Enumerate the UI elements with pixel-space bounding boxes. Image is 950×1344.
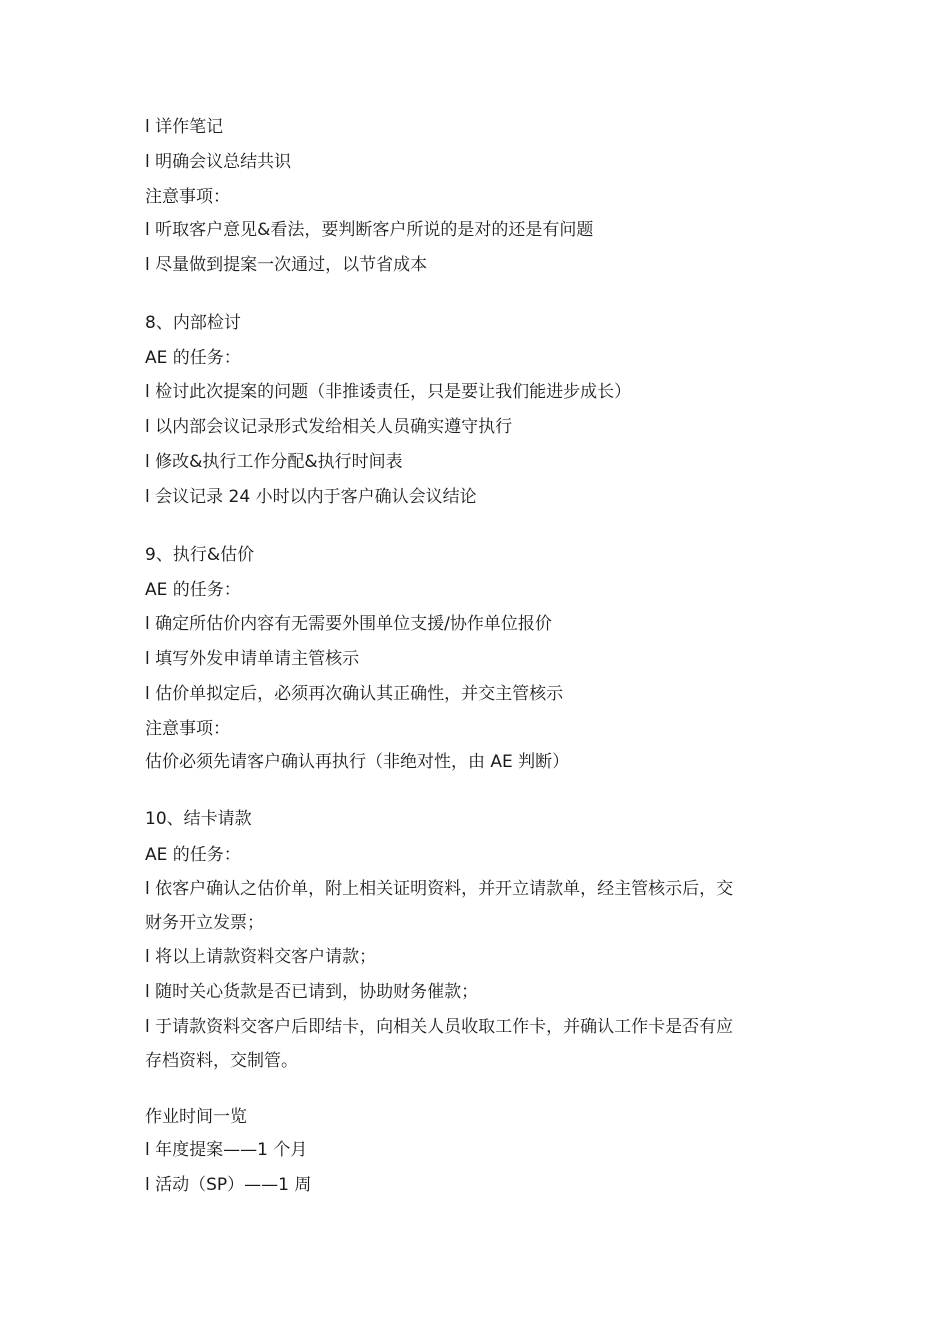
bullet-consensus: l 明确会议总结共识 bbox=[145, 152, 292, 172]
bullet-sp-activity: l 活动（SP）——1 周 bbox=[145, 1175, 312, 1195]
bullet-close-card-cont: 存档资料，交制管。 bbox=[145, 1051, 298, 1071]
section-heading-10: 10、结卡请款 bbox=[145, 809, 252, 829]
ae-tasks-label: AE 的任务： bbox=[145, 580, 241, 600]
bullet-invoice: l 依客户确认之估价单，附上相关证明资料，并开立请款单，经主管核示后，交 bbox=[145, 879, 734, 899]
bullet-24h: l 会议记录 24 小时以内于客户确认会议结论 bbox=[145, 487, 477, 507]
bullet-notes: l 详作笔记 bbox=[145, 117, 224, 137]
bullet-schedule: l 修改&执行工作分配&执行时间表 bbox=[145, 452, 403, 472]
section-heading-8: 8、内部检讨 bbox=[145, 313, 241, 333]
notes-heading: 注意事项： bbox=[145, 719, 230, 739]
bullet-minutes: l 以内部会议记录形式发给相关人员确实遵守执行 bbox=[145, 417, 513, 437]
note-estimate-confirm: 估价必须先请客户确认再执行（非绝对性，由 AE 判断） bbox=[145, 752, 570, 772]
bullet-payment-followup: l 随时关心货款是否已请到，协助财务催款； bbox=[145, 982, 479, 1002]
bullet-outsource-form: l 填写外发申请单请主管核示 bbox=[145, 649, 360, 669]
bullet-close-card: l 于请款资料交客户后即结卡，向相关人员收取工作卡，并确认工作卡是否有应 bbox=[145, 1017, 734, 1037]
bullet-invoice-cont: 财务开立发票； bbox=[145, 913, 264, 933]
ae-tasks-label: AE 的任务： bbox=[145, 845, 241, 865]
bullet-review: l 检讨此次提案的问题（非推诿责任，只是要让我们能进步成长） bbox=[145, 382, 632, 402]
ae-tasks-label: AE 的任务： bbox=[145, 348, 241, 368]
schedule-overview-heading: 作业时间一览 bbox=[145, 1107, 247, 1127]
bullet-annual-proposal: l 年度提案——1 个月 bbox=[145, 1140, 308, 1160]
bullet-pass-once: l 尽量做到提案一次通过，以节省成本 bbox=[145, 255, 428, 275]
bullet-listen: l 听取客户意见&看法，要判断客户所说的是对的还是有问题 bbox=[145, 220, 594, 240]
section-heading-9: 9、执行&估价 bbox=[145, 545, 255, 565]
bullet-estimate-check: l 估价单拟定后，必须再次确认其正确性，并交主管核示 bbox=[145, 684, 564, 704]
notes-heading: 注意事项： bbox=[145, 187, 230, 207]
bullet-submit-request: l 将以上请款资料交客户请款； bbox=[145, 947, 377, 967]
bullet-vendor: l 确定所估价内容有无需要外围单位支援/协作单位报价 bbox=[145, 614, 552, 634]
